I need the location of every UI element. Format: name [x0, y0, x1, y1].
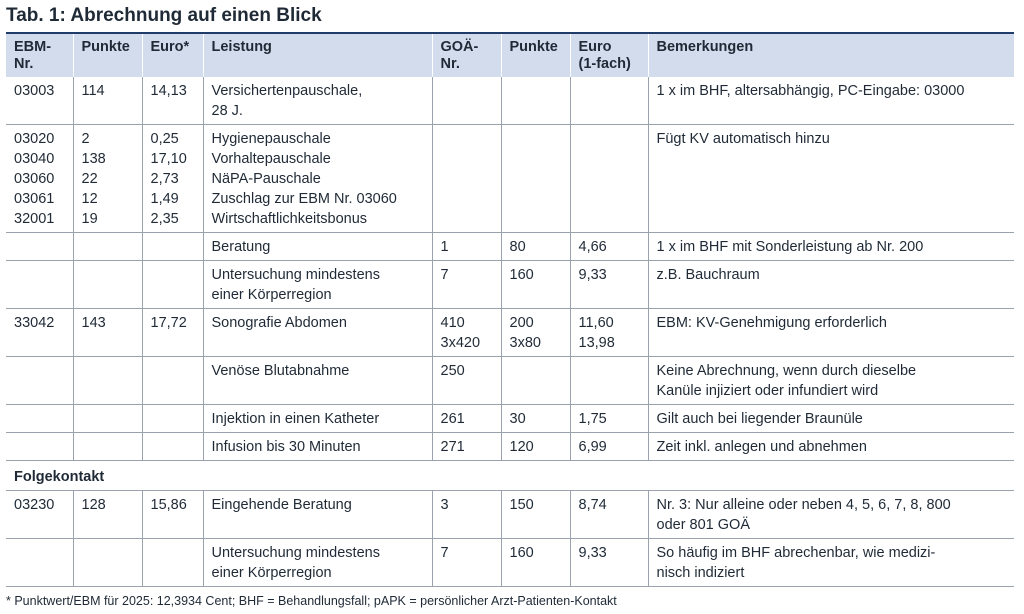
cell-goae: 271 [432, 433, 501, 461]
cell-goae-punkte [501, 125, 570, 233]
cell-goae-punkte: 120 [501, 433, 570, 461]
cell-goae-punkte [501, 357, 570, 405]
cell-goae: 7 [432, 261, 501, 309]
cell-leistung: Untersuchung mindestens einer Körperregion [203, 261, 432, 309]
cell-leistung: Sonografie Abdomen [203, 309, 432, 357]
cell-goae: 7 [432, 539, 501, 587]
cell-ebm: 03230 [6, 491, 73, 539]
cell-euro [142, 405, 203, 433]
cell-goae-euro: 1,75 [570, 405, 648, 433]
cell-goae [432, 77, 501, 125]
cell-leistung: Versichertenpauschale, 28 J. [203, 77, 432, 125]
cell-goae: 250 [432, 357, 501, 405]
cell-euro [142, 233, 203, 261]
cell-punkte: 114 [73, 77, 142, 125]
table-title: Tab. 1: Abrechnung auf einen Blick [6, 5, 322, 26]
cell-euro [142, 539, 203, 587]
cell-goae-punkte: 160 [501, 261, 570, 309]
header-bemerkungen: Bemerkungen [648, 33, 1014, 77]
cell-euro [142, 261, 203, 309]
cell-goae-punkte: 200 3x80 [501, 309, 570, 357]
billing-table [6, 32, 1014, 587]
cell-bemerkungen: z.B. Bauchraum [648, 261, 1014, 309]
cell-goae-euro [570, 125, 648, 233]
cell-leistung: Venöse Blutabnahme [203, 357, 432, 405]
cell-euro: 14,13 [142, 77, 203, 125]
table-row [6, 491, 1014, 539]
cell-leistung: Untersuchung mindestens einer Körperregion [203, 539, 432, 587]
cell-punkte [73, 261, 142, 309]
table-row [6, 125, 1014, 233]
cell-ebm [6, 539, 73, 587]
footnote: * Punktwert/EBM für 2025: 12,3934 Cent; BHF = Behandlungsfall; pAPK = persönlicher Arzt-Patienten-Kontakt [6, 594, 617, 608]
cell-goae-punkte: 80 [501, 233, 570, 261]
cell-goae [432, 125, 501, 233]
cell-bemerkungen: Zeit inkl. anlegen und abnehmen [648, 433, 1014, 461]
table-row [6, 539, 1014, 587]
cell-goae-euro: 9,33 [570, 539, 648, 587]
cell-leistung: Beratung [203, 233, 432, 261]
cell-ebm [6, 261, 73, 309]
cell-ebm [6, 405, 73, 433]
header-punkte: Punkte [73, 33, 142, 77]
cell-euro [142, 433, 203, 461]
cell-goae-punkte: 160 [501, 539, 570, 587]
cell-punkte [73, 433, 142, 461]
cell-ebm: 03003 [6, 77, 73, 125]
cell-ebm: 33042 [6, 309, 73, 357]
header-row [6, 33, 1014, 77]
cell-goae-euro [570, 357, 648, 405]
cell-leistung: Hygienepauschale Vorhaltepauschale NäPA-Pauschale Zuschlag zur EBM Nr. 03060 Wirtschaftlichkeitsbonus [203, 125, 432, 233]
cell-ebm [6, 357, 73, 405]
header-leistung: Leistung [203, 33, 432, 77]
cell-goae: 261 [432, 405, 501, 433]
cell-goae-euro: 4,66 [570, 233, 648, 261]
table-row [6, 77, 1014, 125]
cell-goae: 3 [432, 491, 501, 539]
table-row [6, 357, 1014, 405]
cell-bemerkungen: 1 x im BHF, altersabhängig, PC-Eingabe: 03000 [648, 77, 1014, 125]
cell-bemerkungen: Fügt KV automatisch hinzu [648, 125, 1014, 233]
cell-punkte [73, 233, 142, 261]
table-row [6, 405, 1014, 433]
cell-bemerkungen: 1 x im BHF mit Sonderleistung ab Nr. 200 [648, 233, 1014, 261]
cell-ebm: 03020 03040 03060 03061 32001 [6, 125, 73, 233]
cell-bemerkungen: Nr. 3: Nur alleine oder neben 4, 5, 6, 7, 8, 800 oder 801 GOÄ [648, 491, 1014, 539]
cell-euro: 17,72 [142, 309, 203, 357]
table-row [6, 309, 1014, 357]
header-goae-punkte: Punkte [501, 33, 570, 77]
cell-goae-euro [570, 77, 648, 125]
cell-euro: 15,86 [142, 491, 203, 539]
cell-punkte [73, 357, 142, 405]
cell-goae: 410 3x420 [432, 309, 501, 357]
table-row [6, 233, 1014, 261]
cell-leistung: Eingehende Beratung [203, 491, 432, 539]
section-label: Folgekontakt [6, 461, 1014, 491]
cell-goae: 1 [432, 233, 501, 261]
cell-euro: 0,25 17,10 2,73 1,49 2,35 [142, 125, 203, 233]
cell-goae-punkte: 150 [501, 491, 570, 539]
cell-euro [142, 357, 203, 405]
cell-punkte: 128 [73, 491, 142, 539]
cell-bemerkungen: EBM: KV-Genehmigung erforderlich [648, 309, 1014, 357]
cell-punkte [73, 539, 142, 587]
header-ebm-nr: EBM- Nr. [6, 33, 73, 77]
table-row [6, 261, 1014, 309]
cell-goae-punkte [501, 77, 570, 125]
cell-leistung: Injektion in einen Katheter [203, 405, 432, 433]
cell-bemerkungen: Keine Abrechnung, wenn durch dieselbe Kanüle injiziert oder infundiert wird [648, 357, 1014, 405]
cell-leistung: Infusion bis 30 Minuten [203, 433, 432, 461]
header-euro: Euro* [142, 33, 203, 77]
cell-punkte: 2 138 22 12 19 [73, 125, 142, 233]
header-goae-nr: GOÄ- Nr. [432, 33, 501, 77]
cell-ebm [6, 433, 73, 461]
table-body [6, 77, 1014, 587]
cell-bemerkungen: Gilt auch bei liegender Braunüle [648, 405, 1014, 433]
cell-bemerkungen: So häufig im BHF abrechenbar, wie medizi- nisch indiziert [648, 539, 1014, 587]
cell-punkte [73, 405, 142, 433]
table-row [6, 433, 1014, 461]
cell-goae-euro: 9,33 [570, 261, 648, 309]
cell-goae-euro: 11,60 13,98 [570, 309, 648, 357]
cell-punkte: 143 [73, 309, 142, 357]
cell-ebm [6, 233, 73, 261]
cell-goae-punkte: 30 [501, 405, 570, 433]
cell-goae-euro: 6,99 [570, 433, 648, 461]
cell-goae-euro: 8,74 [570, 491, 648, 539]
header-goae-euro: Euro (1-fach) [570, 33, 648, 77]
section-row-folgekontakt [6, 461, 1014, 491]
